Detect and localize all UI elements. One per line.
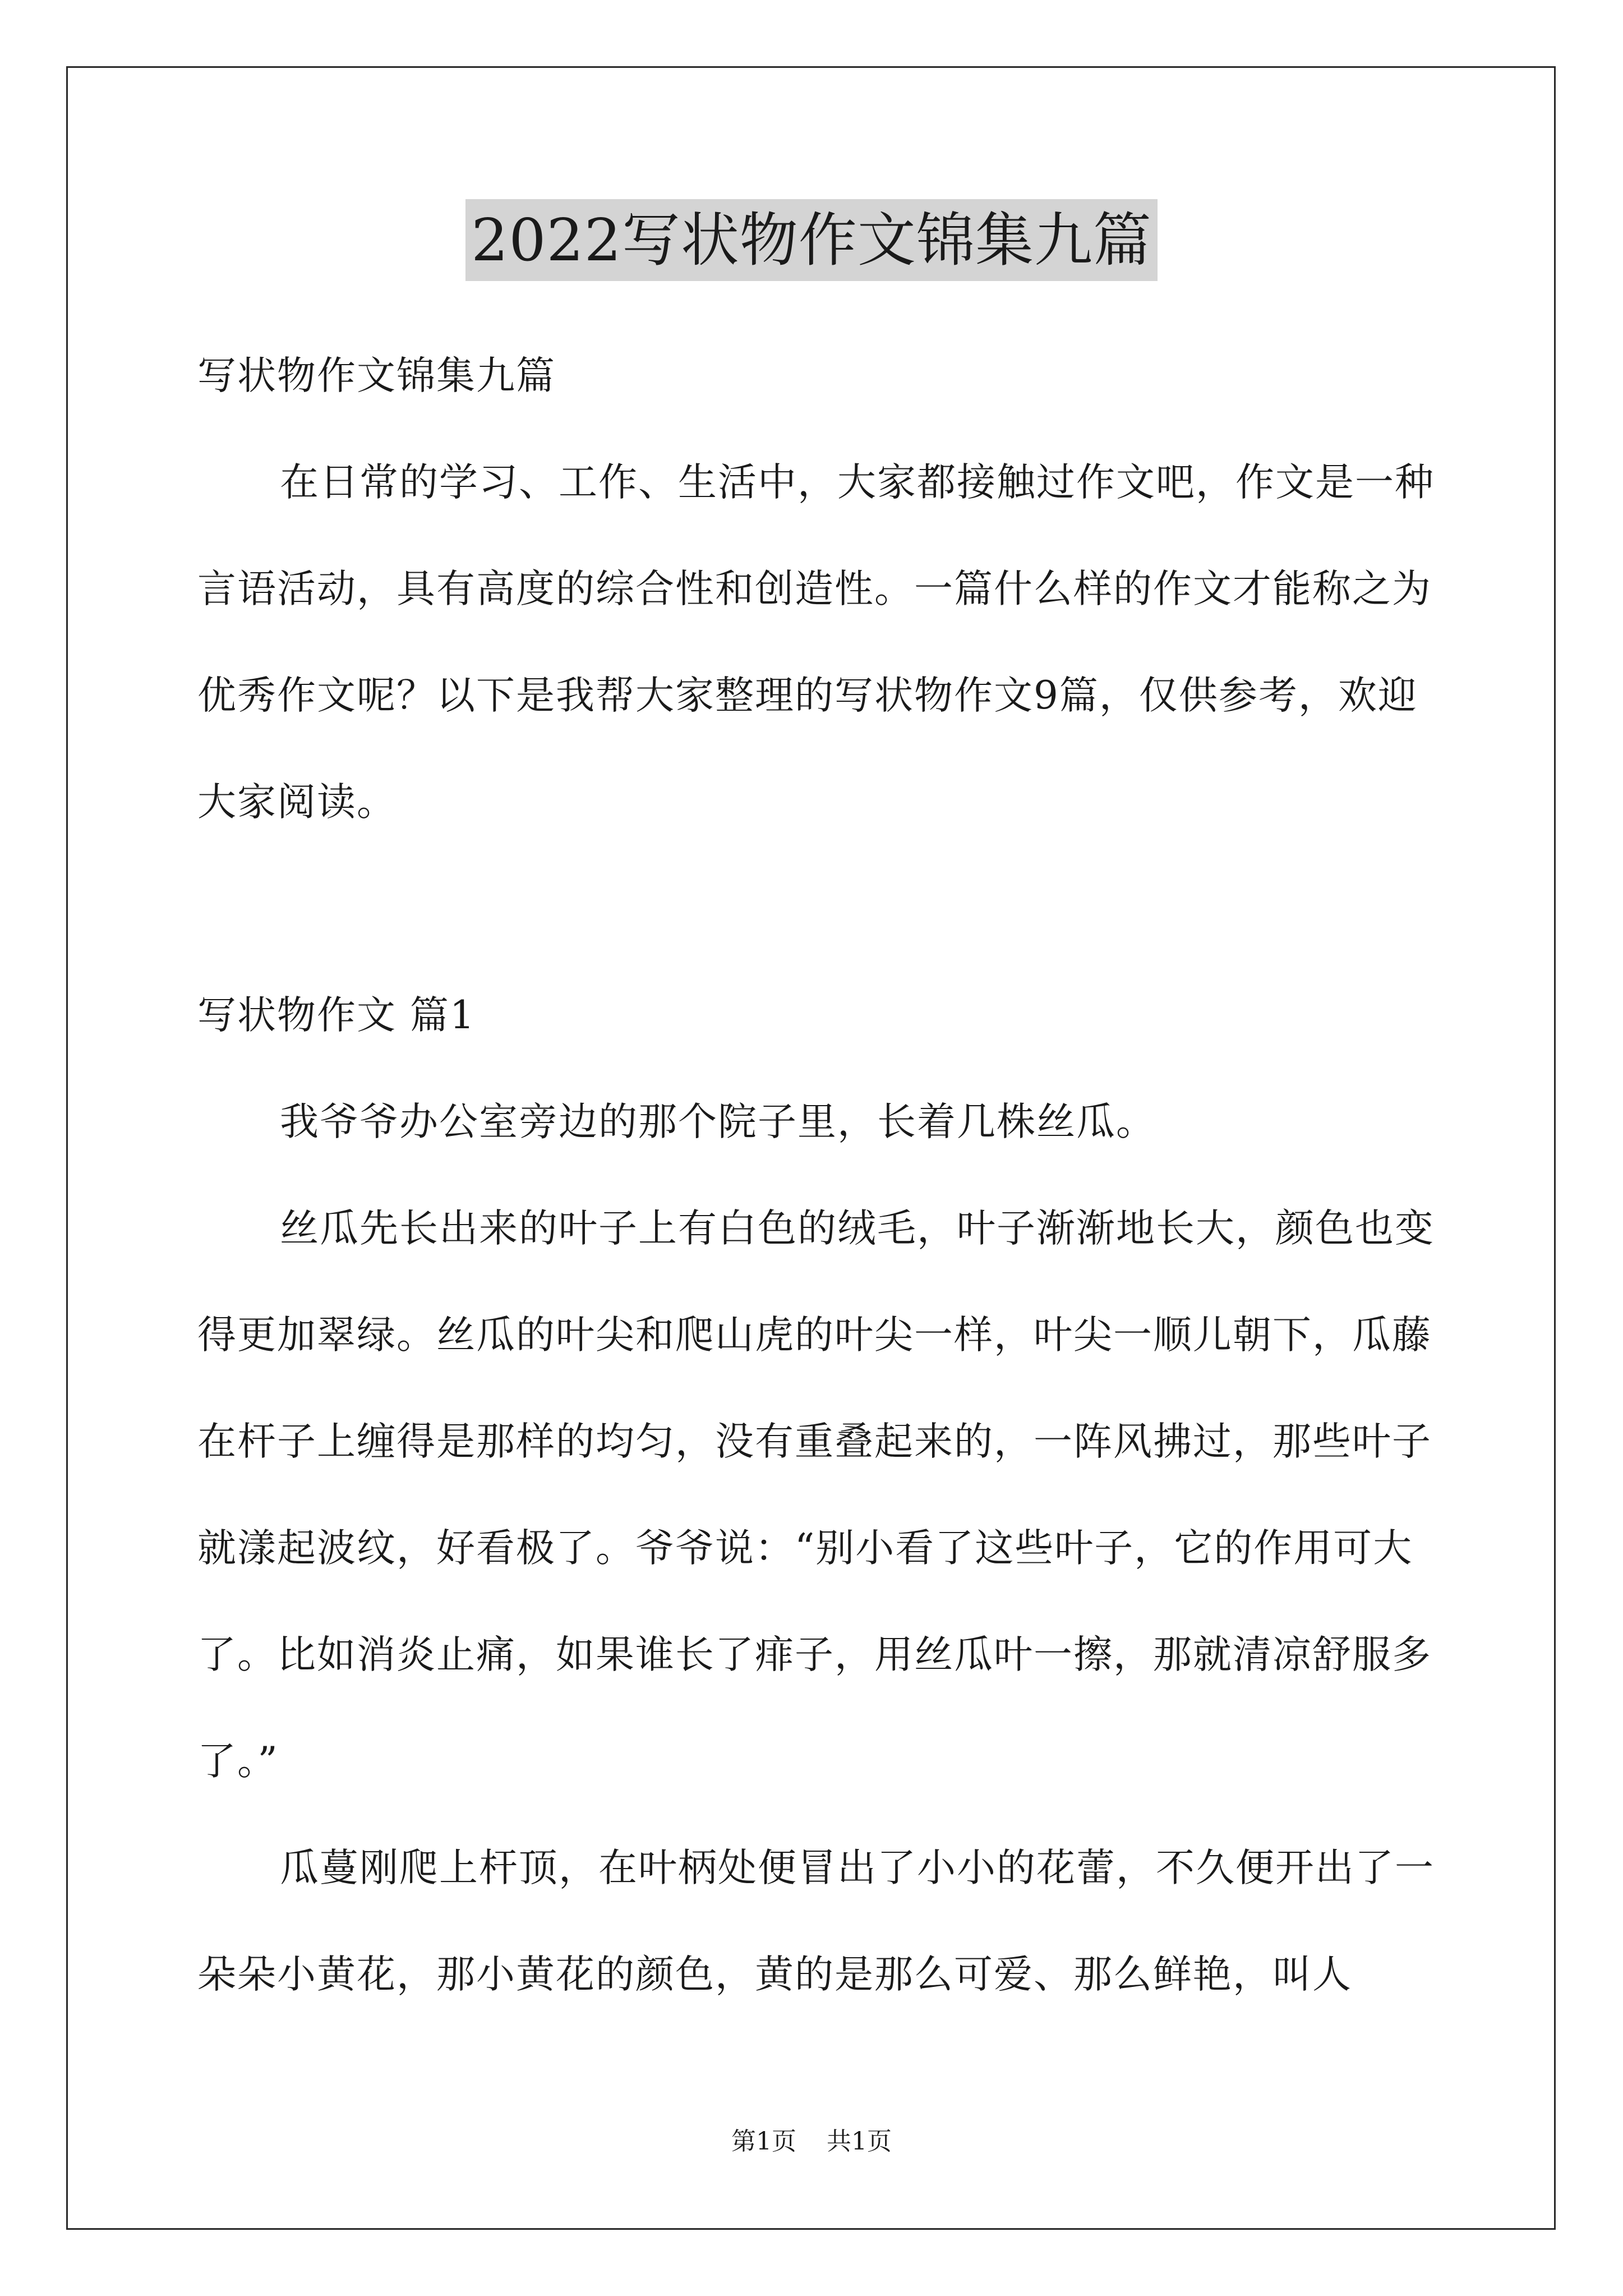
body-paragraph: 瓜蔓刚爬上杆顶，在叶柄处便冒出了小小的花蕾，不久便开出了一朵朵小黄花，那小黄花的颜色，黄的是那么可爱、那么鲜艳，叫人 bbox=[197, 1846, 1435, 1997]
title-container bbox=[0, 199, 1623, 281]
page-footer bbox=[0, 2125, 1623, 2159]
document-subtitle: 写状物作文锦集九篇 bbox=[197, 353, 556, 398]
intro-paragraph: 在日常的学习、工作、生活中，大家都接触过作文吧，作文是一种言语活动，具有高度的综合性和创造性。一篇什么样的作文才能称之为优秀作文呢？以下是我帮大家整理的写状物作文9篇，仅供参考，欢迎大家阅读。 bbox=[197, 460, 1435, 825]
page-total: 共1页 bbox=[827, 2127, 892, 2156]
section-heading: 写状物作文 篇1 bbox=[197, 993, 476, 1038]
page-number: 第1页 bbox=[731, 2127, 796, 2156]
body-paragraph: 我爷爷办公室旁边的那个院子里，长着几株丝瓜。 bbox=[280, 1099, 1156, 1144]
document-body bbox=[197, 323, 1449, 2028]
document-title: 2022写状物作文锦集九篇 bbox=[465, 199, 1158, 281]
body-paragraph: 丝瓜先长出来的叶子上有白色的绒毛，叶子渐渐地长大，颜色也变得更加翠绿。丝瓜的叶尖和爬山虎的叶尖一样，叶尖一顺儿朝下，瓜藤在杆子上缠得是那样的均匀，没有重叠起来的，一阵风拂过，那些叶子就漾起波纹，好看极了。爷爷说：“别小看了这些叶子，它的作用可大了。比如消炎止痛，如果谁长了痱子，用丝瓜叶一擦，那就清凉舒服多了。” bbox=[197, 1206, 1435, 1784]
section-gap bbox=[197, 855, 1449, 962]
